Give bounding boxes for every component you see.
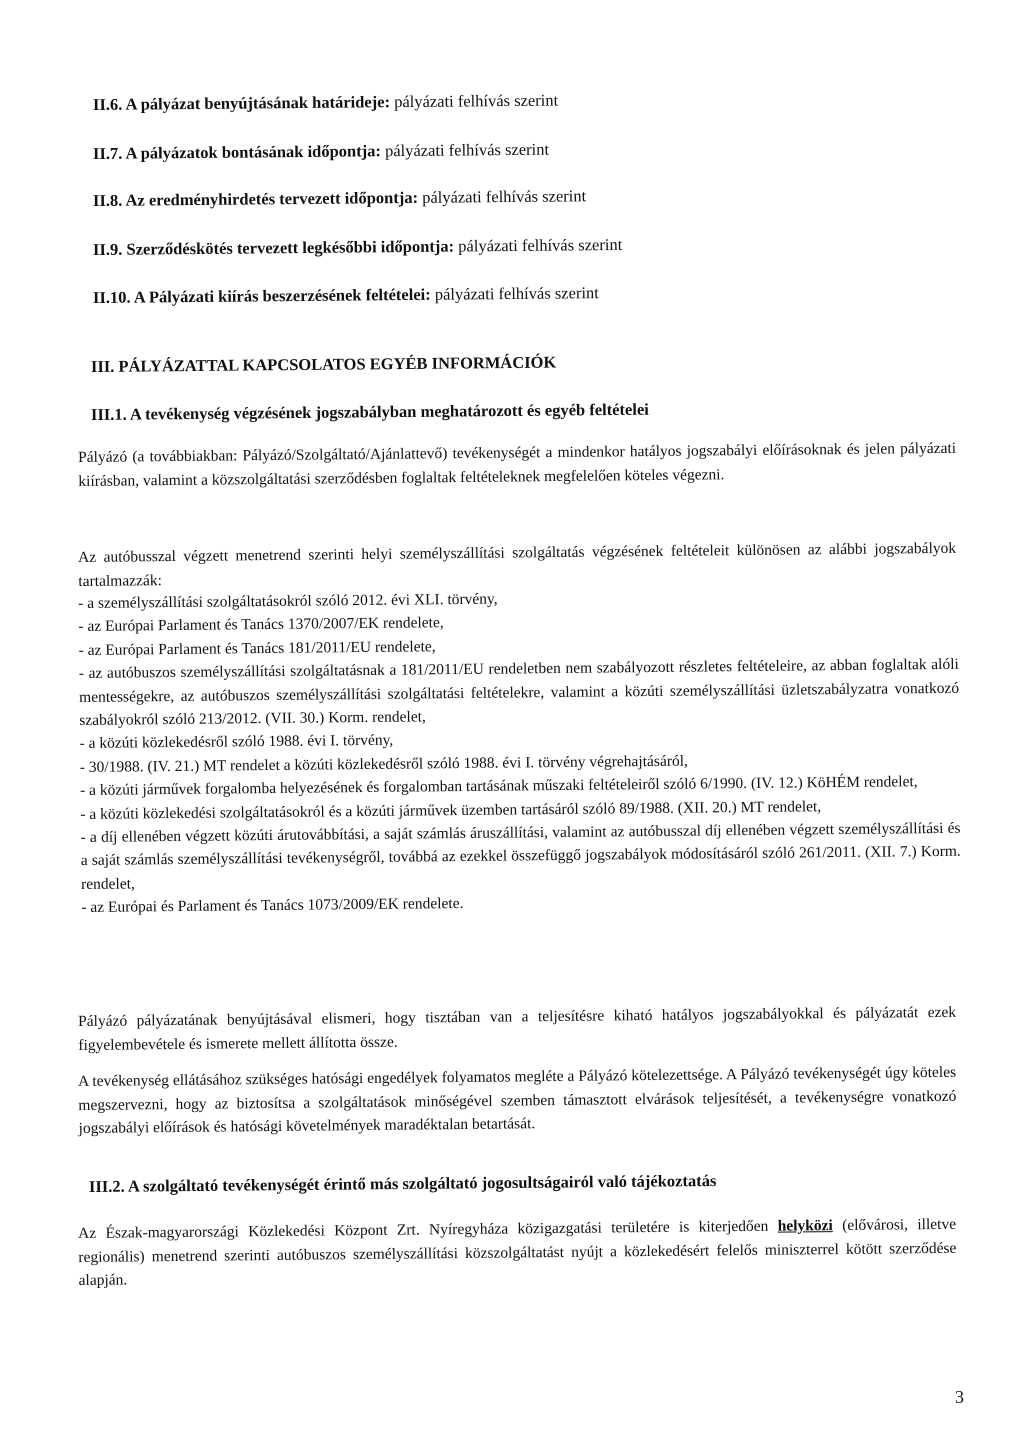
section-label: II.8. Az eredményhirdetés tervezett időpontja: <box>92 187 419 210</box>
section-ii-6 <box>93 91 558 115</box>
list-item: - az Európai Parlament és Tanács 1370/2007/EK rendelete, <box>78 614 444 636</box>
paragraph-4: A tevékenység ellátásához szükséges hatósági engedélyek folyamatos megléte a Pályázó kötelezettsége. A Pályázó tevékenységét úgy köteles megszervezni, hogy az biztosítsa a szolgáltatások minőségével szemben támasztott elvárások teljesítését, a tevékenységre vonatkozó jogszabályi előírások és hatósági követelmények maradéktalan betartását. <box>78 1063 957 1137</box>
page-number: 3 <box>955 1387 964 1407</box>
paragraph-1: Pályázó (a továbbiakban: Pályázó/Szolgáltató/Ajánlattevő) tevékenységét a mindenkor hatályos jogszabályi előírásoknak és jelen pályázati kiírásban, valamint a közszolgáltatási szerződésben foglaltak feltételeknek megfelelően köteles végezni. <box>78 439 957 490</box>
section-label: II.10. A Pályázati kiírás beszerzésének feltételei: <box>92 284 431 307</box>
section-ii-9 <box>93 235 622 260</box>
section-label: II.9. Szerződéskötés tervezett legkésőbbi időpontja: <box>92 236 455 259</box>
list-item: - az autóbuszos személyszállítási szolgáltatásnak a 181/2011/EU rendeletben nem szabályozott részletes feltételeire, az abban foglaltak alóli mentességekre, az autóbuszos személyszállítási szolgáltatási feltételekre, valamint a közúti személyszállítási üzletszabályzatra vonatkozó szabályokról szóló 213/2012. (VII. 30.) Korm. rendelet, <box>78 655 960 730</box>
list-item: - a személyszállítási szolgáltatásokról szóló 2012. évi XLI. törvény, <box>78 590 498 612</box>
paragraph-3: Pályázó pályázatának benyújtásával elismeri, hogy tisztában van a teljesítésre kiható hatályos jogszabályokkal és pályázatát ezek figyelembevétele és ismerete mellett állította össze. <box>78 1003 957 1054</box>
section-ii-8 <box>93 186 586 211</box>
list-item: - 30/1988. (IV. 21.) MT rendelet a közúti közlekedésről szóló 1988. évi I. törvény végrehajtásáról, <box>79 752 688 776</box>
list-item: - a közúti közlekedési szolgáltatásokról és a közúti járművek üzemben tartásáról szóló 89/1988. (XII. 20.) MT rendelet, <box>80 797 822 823</box>
list-item: - a közúti járművek forgalomba helyezésének és forgalomban tartásának műszaki feltételeiről szóló 6/1990. (IV. 12.) KöHÉM rendelet, <box>79 773 918 800</box>
section-ii-7 <box>93 140 549 164</box>
helykozi-underlined: helyközi <box>777 1217 833 1235</box>
section-value: pályázati felhívás szerint <box>389 90 559 112</box>
paragraph-5-text-end: (elővárosi, illetve regionális) menetrend szerinti autóbuszos személyszállítási közszolgáltatást nyújt a közlekedésért felelős miniszterrel kötött szerződése alapján. <box>78 1215 957 1289</box>
list-item: - az Európai és Parlament és Tanács 1073/2009/EK rendelete. <box>81 895 464 917</box>
legislation-list <box>78 583 961 920</box>
paragraph-5-text-start: Az Észak-magyarországi Közlekedési Központ Zrt. Nyíregyháza közigazgatási területére is kiterjedően <box>78 1217 778 1242</box>
list-item: - az Európai Parlament és Tanács 181/2011/EU rendelete, <box>78 638 436 659</box>
section-label: II.7. A pályázatok bontásának időpontja: <box>92 141 381 163</box>
section-iii-1-heading: III.1. A tevékenység végzésének jogszabályban meghatározott és egyéb feltételei <box>90 399 649 424</box>
section-iii-2-heading: III.2. A szolgáltató tevékenységét érintő más szolgáltató jogosultságairól való tájékoztatás <box>88 1170 717 1196</box>
section-value: pályázati felhívás szerint <box>380 139 550 161</box>
section-ii-10 <box>93 283 599 308</box>
section-value: pályázati felhívás szerint <box>454 234 623 256</box>
section-iii-heading: III. PÁLYÁZATTAL KAPCSOLATOS EGYÉB INFORMÁCIÓK <box>90 352 557 376</box>
paragraph-5 <box>78 1213 957 1293</box>
section-value: pályázati felhívás szerint <box>430 283 599 304</box>
section-label: II.6. A pályázat benyújtásának határideje: <box>92 92 391 114</box>
list-item: - a közúti közlekedésről szóló 1988. évi I. törvény, <box>79 732 394 753</box>
section-value: pályázati felhívás szerint <box>417 186 587 207</box>
paragraph-2-intro: Az autóbusszal végzett menetrend szerinti helyi személyszállítási szolgáltatás végzésének feltételeit különösen az alábbi jogszabályok tartalmazzák: <box>78 539 957 590</box>
list-item: - a díj ellenében végzett közúti árutovábbítási, a saját számlás áruszállítási, valamint az autóbusszal díj ellenében végzett személyszállítási és a saját számlás személyszállítási tevékenységről, továbbá az ezekkel összefüggő jogszabályok módosításáról szóló 261/2011. (XII. 7.) Korm. rendelet, <box>80 819 961 893</box>
